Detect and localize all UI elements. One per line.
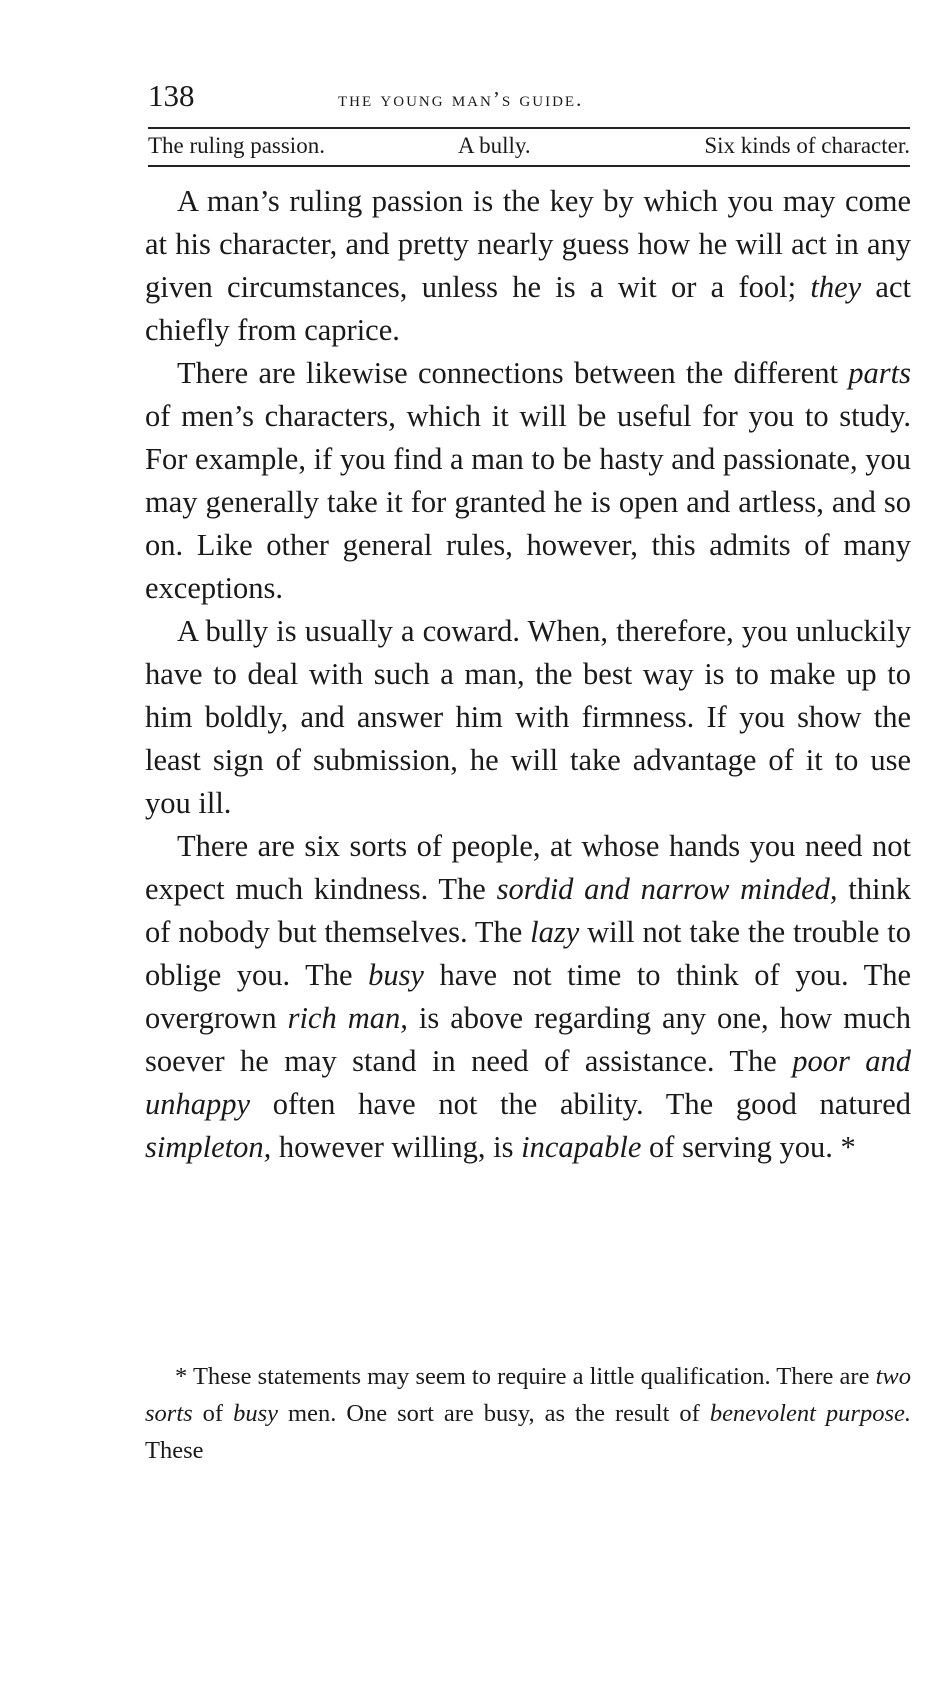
body-text: [145, 180, 911, 1169]
text-run: There are six sorts of people, at whose hands you need not expect much kindness. The: [145, 829, 911, 906]
footnote-text: [145, 1358, 911, 1469]
italic-run: simpleton,: [145, 1130, 272, 1164]
italic-run: benevolent purpose.: [709, 1400, 911, 1427]
running-head: [148, 76, 910, 116]
italic-run: lazy: [530, 915, 580, 949]
topic-six-kinds: Six kinds of character.: [704, 133, 910, 158]
text-run: is above regarding any one, how much soever he may stand in need of assistance. The: [145, 1001, 911, 1078]
italic-run: rich man,: [287, 1001, 408, 1035]
text-run: A bully is usually a coward. When, therefore, you unluckily have to deal with such a man, the best way is to make up to him boldly, and answer him with firmness. If you show the least sign of submission, he will take advantage of it to use you ill.: [145, 614, 911, 820]
page-number: 138: [148, 78, 195, 113]
text-run: act chiefly from caprice.: [145, 270, 911, 347]
paragraph-six-sorts: [145, 825, 911, 1169]
paragraph-connections: [145, 352, 911, 610]
italic-run: busy: [233, 1400, 279, 1427]
footnote: [145, 1358, 911, 1469]
topic-bully: A bully.: [458, 133, 531, 158]
text-run: of: [192, 1400, 234, 1427]
text-run: A man’s ruling passion is the key by which you may come at his character, and pretty nearly guess how he will act in any given circumstances, unless he is a wit or a fool;: [145, 184, 911, 304]
text-run: There are likewise connections between the different: [177, 356, 849, 390]
italic-run: parts: [848, 356, 911, 390]
text-run: think of nobody but themselves. The: [145, 872, 911, 949]
text-run: often have not the ability. The good natured: [250, 1087, 911, 1121]
italic-run: they: [810, 270, 862, 304]
text-run: will not take the trouble to oblige you. The: [145, 915, 911, 992]
italic-run: two sorts: [145, 1363, 911, 1427]
text-run: have not time to think of you. The overgrown: [145, 958, 912, 1035]
italic-run: incapable: [521, 1130, 642, 1164]
paragraph-bully: [145, 610, 911, 825]
text-run: however willing, is: [271, 1130, 522, 1164]
text-run: of serving you. *: [641, 1130, 856, 1164]
text-run: men. One sort are busy, as the result of: [278, 1400, 710, 1427]
book-title: the young man’s guide.: [338, 87, 584, 111]
text-run: These: [145, 1437, 204, 1464]
text-run: * These statements may seem to require a little qualification. There are: [175, 1363, 876, 1390]
italic-run: busy: [368, 958, 424, 992]
italic-run: sordid and narrow minded,: [496, 872, 838, 906]
topic-ruling-passion: The ruling passion.: [148, 133, 325, 158]
text-run: of men’s characters, which it will be useful for you to study. For example, if you find a man to be hasty and passionate, you may generally take it for granted he is open and artless, and so on. Like other general rules, however, this admits of many exceptions.: [145, 399, 911, 605]
italic-run: poor and unhappy: [145, 1044, 911, 1121]
topic-line: [148, 128, 910, 164]
header-rule-bottom: [148, 165, 910, 167]
paragraph-ruling-passion: [145, 180, 911, 352]
